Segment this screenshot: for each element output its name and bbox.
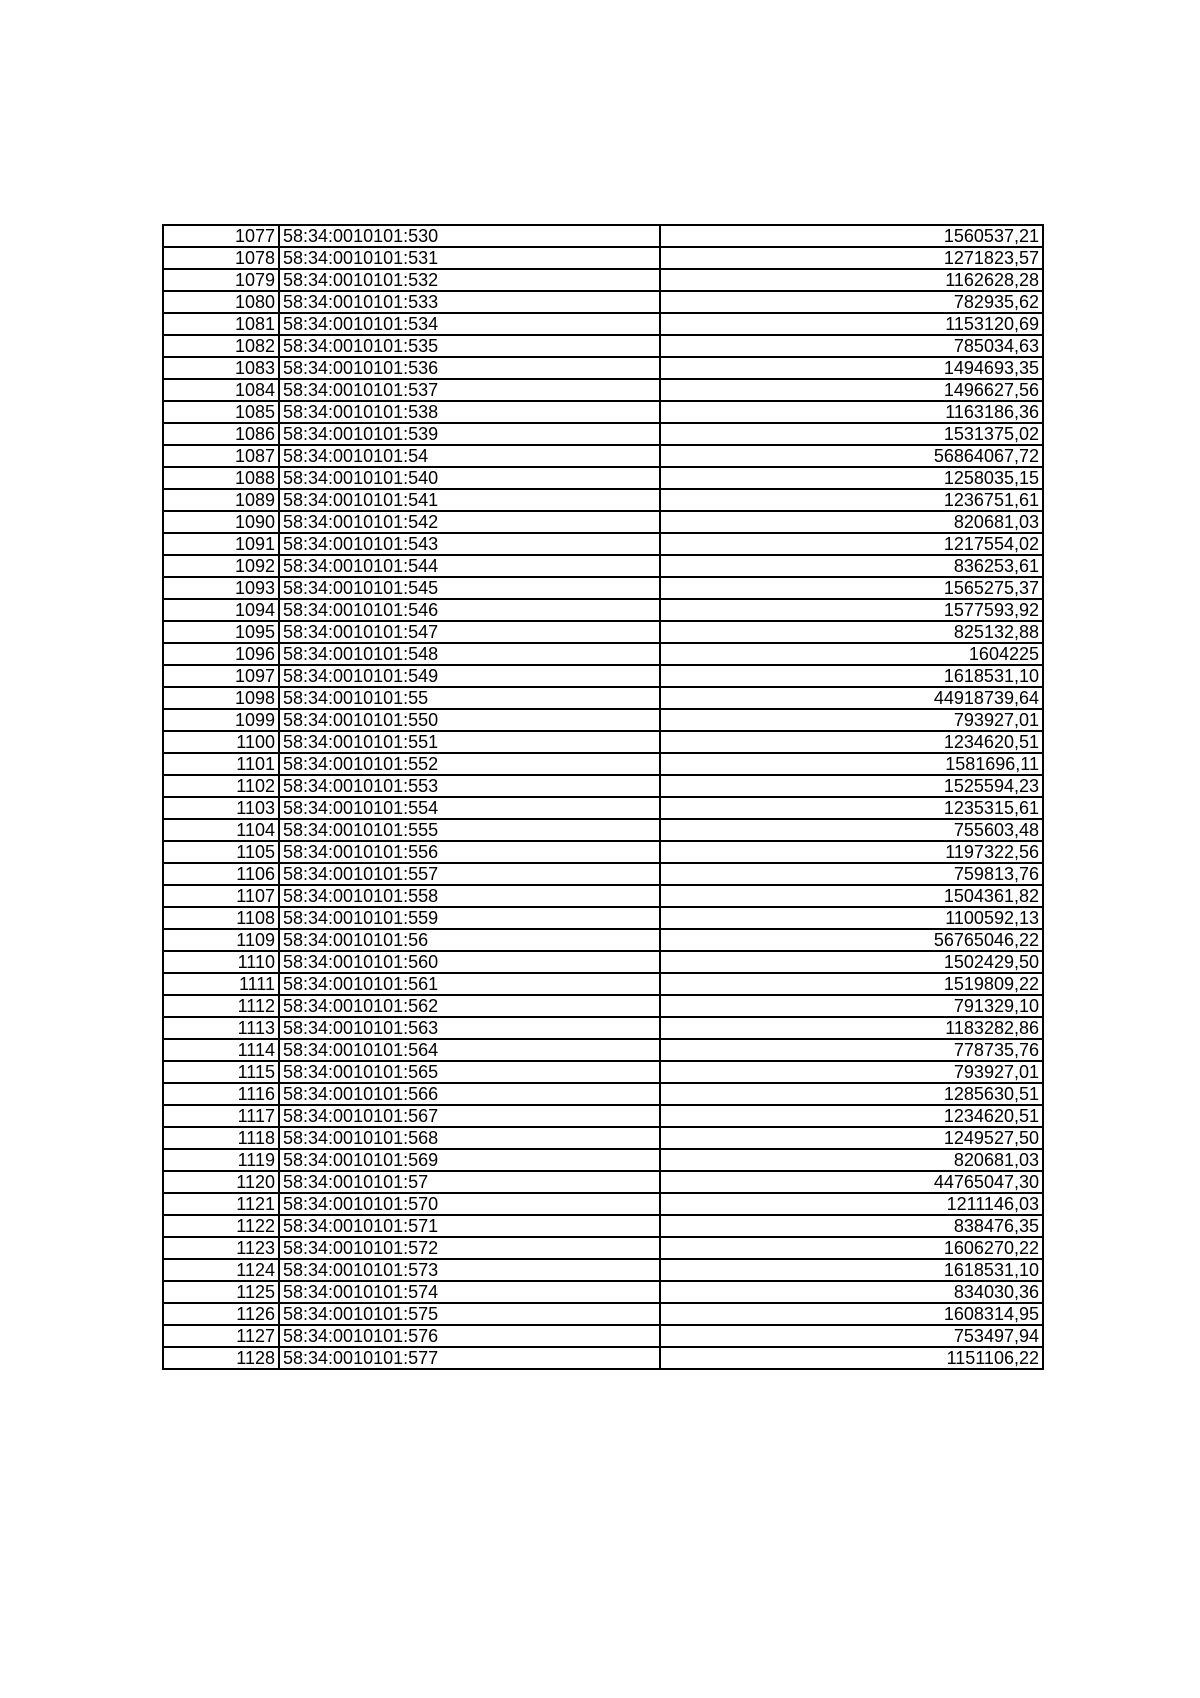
- cadastral-number-cell: 58:34:0010101:535: [279, 335, 660, 357]
- cadastral-number-cell: 58:34:0010101:537: [279, 379, 660, 401]
- cadastral-number-cell: 58:34:0010101:563: [279, 1017, 660, 1039]
- row-number-cell: 1097: [163, 665, 279, 687]
- row-number-cell: 1095: [163, 621, 279, 643]
- value-cell: 1565275,37: [660, 577, 1043, 599]
- value-cell: 1235315,61: [660, 797, 1043, 819]
- cadastral-number-cell: 58:34:0010101:539: [279, 423, 660, 445]
- row-number-cell: 1087: [163, 445, 279, 467]
- row-number-cell: 1106: [163, 863, 279, 885]
- table-row: [163, 1303, 1043, 1325]
- value-cell: 782935,62: [660, 291, 1043, 313]
- cadastral-number-cell: 58:34:0010101:545: [279, 577, 660, 599]
- value-cell: 759813,76: [660, 863, 1043, 885]
- row-number-cell: 1093: [163, 577, 279, 599]
- value-cell: 785034,63: [660, 335, 1043, 357]
- cadastral-number-cell: 58:34:0010101:555: [279, 819, 660, 841]
- row-number-cell: 1113: [163, 1017, 279, 1039]
- cadastral-number-cell: 58:34:0010101:55: [279, 687, 660, 709]
- table-row: [163, 1017, 1043, 1039]
- table-row: [163, 379, 1043, 401]
- cadastral-number-cell: 58:34:0010101:531: [279, 247, 660, 269]
- table-row: [163, 577, 1043, 599]
- cadastral-number-cell: 58:34:0010101:564: [279, 1039, 660, 1061]
- value-cell: 753497,94: [660, 1325, 1043, 1347]
- table-row: [163, 1039, 1043, 1061]
- row-number-cell: 1128: [163, 1347, 279, 1369]
- row-number-cell: 1118: [163, 1127, 279, 1149]
- row-number-cell: 1117: [163, 1105, 279, 1127]
- row-number-cell: 1079: [163, 269, 279, 291]
- table-row: [163, 1171, 1043, 1193]
- row-number-cell: 1123: [163, 1237, 279, 1259]
- value-cell: 836253,61: [660, 555, 1043, 577]
- value-cell: 1494693,35: [660, 357, 1043, 379]
- table-row: [163, 621, 1043, 643]
- row-number-cell: 1088: [163, 467, 279, 489]
- table-row: [163, 1127, 1043, 1149]
- row-number-cell: 1080: [163, 291, 279, 313]
- table-row: [163, 467, 1043, 489]
- row-number-cell: 1081: [163, 313, 279, 335]
- row-number-cell: 1119: [163, 1149, 279, 1171]
- cadastral-number-cell: 58:34:0010101:543: [279, 533, 660, 555]
- value-cell: 1618531,10: [660, 665, 1043, 687]
- cadastral-number-cell: 58:34:0010101:554: [279, 797, 660, 819]
- value-cell: 1183282,86: [660, 1017, 1043, 1039]
- value-cell: 1285630,51: [660, 1083, 1043, 1105]
- cadastral-number-cell: 58:34:0010101:547: [279, 621, 660, 643]
- value-cell: 1249527,50: [660, 1127, 1043, 1149]
- cadastral-number-cell: 58:34:0010101:560: [279, 951, 660, 973]
- row-number-cell: 1126: [163, 1303, 279, 1325]
- value-cell: 820681,03: [660, 511, 1043, 533]
- row-number-cell: 1127: [163, 1325, 279, 1347]
- table-row: [163, 665, 1043, 687]
- cadastral-number-cell: 58:34:0010101:572: [279, 1237, 660, 1259]
- table-row: [163, 1325, 1043, 1347]
- value-cell: 755603,48: [660, 819, 1043, 841]
- value-cell: 1258035,15: [660, 467, 1043, 489]
- value-cell: 1577593,92: [660, 599, 1043, 621]
- value-cell: 1531375,02: [660, 423, 1043, 445]
- value-cell: 1271823,57: [660, 247, 1043, 269]
- cadastral-number-cell: 58:34:0010101:550: [279, 709, 660, 731]
- table-row: [163, 797, 1043, 819]
- row-number-cell: 1078: [163, 247, 279, 269]
- table-row: [163, 929, 1043, 951]
- table-row: [163, 643, 1043, 665]
- cadastral-number-cell: 58:34:0010101:569: [279, 1149, 660, 1171]
- value-cell: 825132,88: [660, 621, 1043, 643]
- table-row: [163, 1347, 1043, 1369]
- cadastral-number-cell: 58:34:0010101:571: [279, 1215, 660, 1237]
- value-cell: 1525594,23: [660, 775, 1043, 797]
- cadastral-number-cell: 58:34:0010101:558: [279, 885, 660, 907]
- cadastral-number-cell: 58:34:0010101:570: [279, 1193, 660, 1215]
- cadastral-number-cell: 58:34:0010101:573: [279, 1259, 660, 1281]
- table-row: [163, 731, 1043, 753]
- value-cell: 820681,03: [660, 1149, 1043, 1171]
- value-cell: 1496627,56: [660, 379, 1043, 401]
- cadastral-number-cell: 58:34:0010101:530: [279, 225, 660, 247]
- row-number-cell: 1107: [163, 885, 279, 907]
- table-row: [163, 907, 1043, 929]
- table-row: [163, 335, 1043, 357]
- row-number-cell: 1098: [163, 687, 279, 709]
- row-number-cell: 1125: [163, 1281, 279, 1303]
- row-number-cell: 1111: [163, 973, 279, 995]
- value-cell: 1153120,69: [660, 313, 1043, 335]
- cadastral-number-cell: 58:34:0010101:568: [279, 1127, 660, 1149]
- row-number-cell: 1091: [163, 533, 279, 555]
- table-row: [163, 401, 1043, 423]
- cadastral-number-cell: 58:34:0010101:566: [279, 1083, 660, 1105]
- value-cell: 1163186,36: [660, 401, 1043, 423]
- table-row: [163, 1237, 1043, 1259]
- row-number-cell: 1110: [163, 951, 279, 973]
- row-number-cell: 1105: [163, 841, 279, 863]
- row-number-cell: 1115: [163, 1061, 279, 1083]
- row-number-cell: 1109: [163, 929, 279, 951]
- cadastral-number-cell: 58:34:0010101:575: [279, 1303, 660, 1325]
- value-cell: 44765047,30: [660, 1171, 1043, 1193]
- value-cell: 56864067,72: [660, 445, 1043, 467]
- table-row: [163, 1149, 1043, 1171]
- table-row: [163, 1215, 1043, 1237]
- value-cell: 1608314,95: [660, 1303, 1043, 1325]
- value-cell: 791329,10: [660, 995, 1043, 1017]
- row-number-cell: 1101: [163, 753, 279, 775]
- row-number-cell: 1103: [163, 797, 279, 819]
- table-row: [163, 1281, 1043, 1303]
- table-row: [163, 225, 1043, 247]
- cadastral-number-cell: 58:34:0010101:541: [279, 489, 660, 511]
- cadastral-number-cell: 58:34:0010101:540: [279, 467, 660, 489]
- row-number-cell: 1094: [163, 599, 279, 621]
- table-row: [163, 489, 1043, 511]
- row-number-cell: 1108: [163, 907, 279, 929]
- cadastral-number-cell: 58:34:0010101:557: [279, 863, 660, 885]
- cadastral-number-cell: 58:34:0010101:549: [279, 665, 660, 687]
- value-cell: 1234620,51: [660, 731, 1043, 753]
- row-number-cell: 1114: [163, 1039, 279, 1061]
- table-row: [163, 511, 1043, 533]
- row-number-cell: 1102: [163, 775, 279, 797]
- row-number-cell: 1085: [163, 401, 279, 423]
- value-cell: 1236751,61: [660, 489, 1043, 511]
- row-number-cell: 1089: [163, 489, 279, 511]
- table-row: [163, 313, 1043, 335]
- value-cell: 1504361,82: [660, 885, 1043, 907]
- row-number-cell: 1099: [163, 709, 279, 731]
- table-row: [163, 775, 1043, 797]
- row-number-cell: 1086: [163, 423, 279, 445]
- cadastral-number-cell: 58:34:0010101:561: [279, 973, 660, 995]
- row-number-cell: 1122: [163, 1215, 279, 1237]
- table-row: [163, 863, 1043, 885]
- cadastral-number-cell: 58:34:0010101:546: [279, 599, 660, 621]
- value-cell: 1217554,02: [660, 533, 1043, 555]
- cadastral-number-cell: 58:34:0010101:56: [279, 929, 660, 951]
- row-number-cell: 1084: [163, 379, 279, 401]
- table-row: [163, 1259, 1043, 1281]
- cadastral-number-cell: 58:34:0010101:565: [279, 1061, 660, 1083]
- cadastral-number-cell: 58:34:0010101:533: [279, 291, 660, 313]
- table-row: [163, 973, 1043, 995]
- row-number-cell: 1077: [163, 225, 279, 247]
- table-row: [163, 885, 1043, 907]
- row-number-cell: 1083: [163, 357, 279, 379]
- table-row: [163, 1061, 1043, 1083]
- table-row: [163, 291, 1043, 313]
- row-number-cell: 1090: [163, 511, 279, 533]
- row-number-cell: 1100: [163, 731, 279, 753]
- value-cell: 1604225: [660, 643, 1043, 665]
- cadastral-number-cell: 58:34:0010101:536: [279, 357, 660, 379]
- value-cell: 1151106,22: [660, 1347, 1043, 1369]
- row-number-cell: 1112: [163, 995, 279, 1017]
- value-cell: 793927,01: [660, 1061, 1043, 1083]
- table-row: [163, 555, 1043, 577]
- table-row: [163, 753, 1043, 775]
- cadastral-number-cell: 58:34:0010101:562: [279, 995, 660, 1017]
- cadastral-number-cell: 58:34:0010101:538: [279, 401, 660, 423]
- cadastral-number-cell: 58:34:0010101:574: [279, 1281, 660, 1303]
- table-row: [163, 357, 1043, 379]
- row-number-cell: 1124: [163, 1259, 279, 1281]
- cadastral-number-cell: 58:34:0010101:577: [279, 1347, 660, 1369]
- table-row: [163, 709, 1043, 731]
- table-row: [163, 841, 1043, 863]
- table-row: [163, 445, 1043, 467]
- table-row: [163, 423, 1043, 445]
- value-cell: 1560537,21: [660, 225, 1043, 247]
- value-cell: 1211146,03: [660, 1193, 1043, 1215]
- table-row: [163, 599, 1043, 621]
- value-cell: 1502429,50: [660, 951, 1043, 973]
- value-cell: 1519809,22: [660, 973, 1043, 995]
- table-body: [163, 225, 1043, 1369]
- table-row: [163, 1193, 1043, 1215]
- row-number-cell: 1082: [163, 335, 279, 357]
- row-number-cell: 1092: [163, 555, 279, 577]
- cadastral-number-cell: 58:34:0010101:544: [279, 555, 660, 577]
- value-cell: 1618531,10: [660, 1259, 1043, 1281]
- value-cell: 778735,76: [660, 1039, 1043, 1061]
- value-cell: 1197322,56: [660, 841, 1043, 863]
- cadastral-number-cell: 58:34:0010101:532: [279, 269, 660, 291]
- value-cell: 1606270,22: [660, 1237, 1043, 1259]
- value-cell: 44918739,64: [660, 687, 1043, 709]
- value-cell: 1581696,11: [660, 753, 1043, 775]
- cadastral-number-cell: 58:34:0010101:551: [279, 731, 660, 753]
- row-number-cell: 1096: [163, 643, 279, 665]
- table-row: [163, 819, 1043, 841]
- value-cell: 1162628,28: [660, 269, 1043, 291]
- cadastral-number-cell: 58:34:0010101:548: [279, 643, 660, 665]
- cadastral-number-cell: 58:34:0010101:559: [279, 907, 660, 929]
- cadastral-number-cell: 58:34:0010101:553: [279, 775, 660, 797]
- table-row: [163, 269, 1043, 291]
- cadastral-number-cell: 58:34:0010101:567: [279, 1105, 660, 1127]
- value-cell: 838476,35: [660, 1215, 1043, 1237]
- table-row: [163, 247, 1043, 269]
- value-cell: 1100592,13: [660, 907, 1043, 929]
- row-number-cell: 1121: [163, 1193, 279, 1215]
- cadastral-number-cell: 58:34:0010101:57: [279, 1171, 660, 1193]
- table-row: [163, 1105, 1043, 1127]
- cadastral-number-cell: 58:34:0010101:552: [279, 753, 660, 775]
- table-row: [163, 995, 1043, 1017]
- cadastral-number-cell: 58:34:0010101:556: [279, 841, 660, 863]
- value-cell: 1234620,51: [660, 1105, 1043, 1127]
- cadastral-number-cell: 58:34:0010101:54: [279, 445, 660, 467]
- value-cell: 793927,01: [660, 709, 1043, 731]
- cadastral-number-cell: 58:34:0010101:542: [279, 511, 660, 533]
- table-row: [163, 533, 1043, 555]
- cadastral-number-cell: 58:34:0010101:534: [279, 313, 660, 335]
- table-row: [163, 687, 1043, 709]
- table-row: [163, 1083, 1043, 1105]
- row-number-cell: 1120: [163, 1171, 279, 1193]
- row-number-cell: 1116: [163, 1083, 279, 1105]
- value-cell: 56765046,22: [660, 929, 1043, 951]
- value-cell: 834030,36: [660, 1281, 1043, 1303]
- cadastral-number-cell: 58:34:0010101:576: [279, 1325, 660, 1347]
- row-number-cell: 1104: [163, 819, 279, 841]
- cadastral-value-table: [162, 224, 1044, 1370]
- table-row: [163, 951, 1043, 973]
